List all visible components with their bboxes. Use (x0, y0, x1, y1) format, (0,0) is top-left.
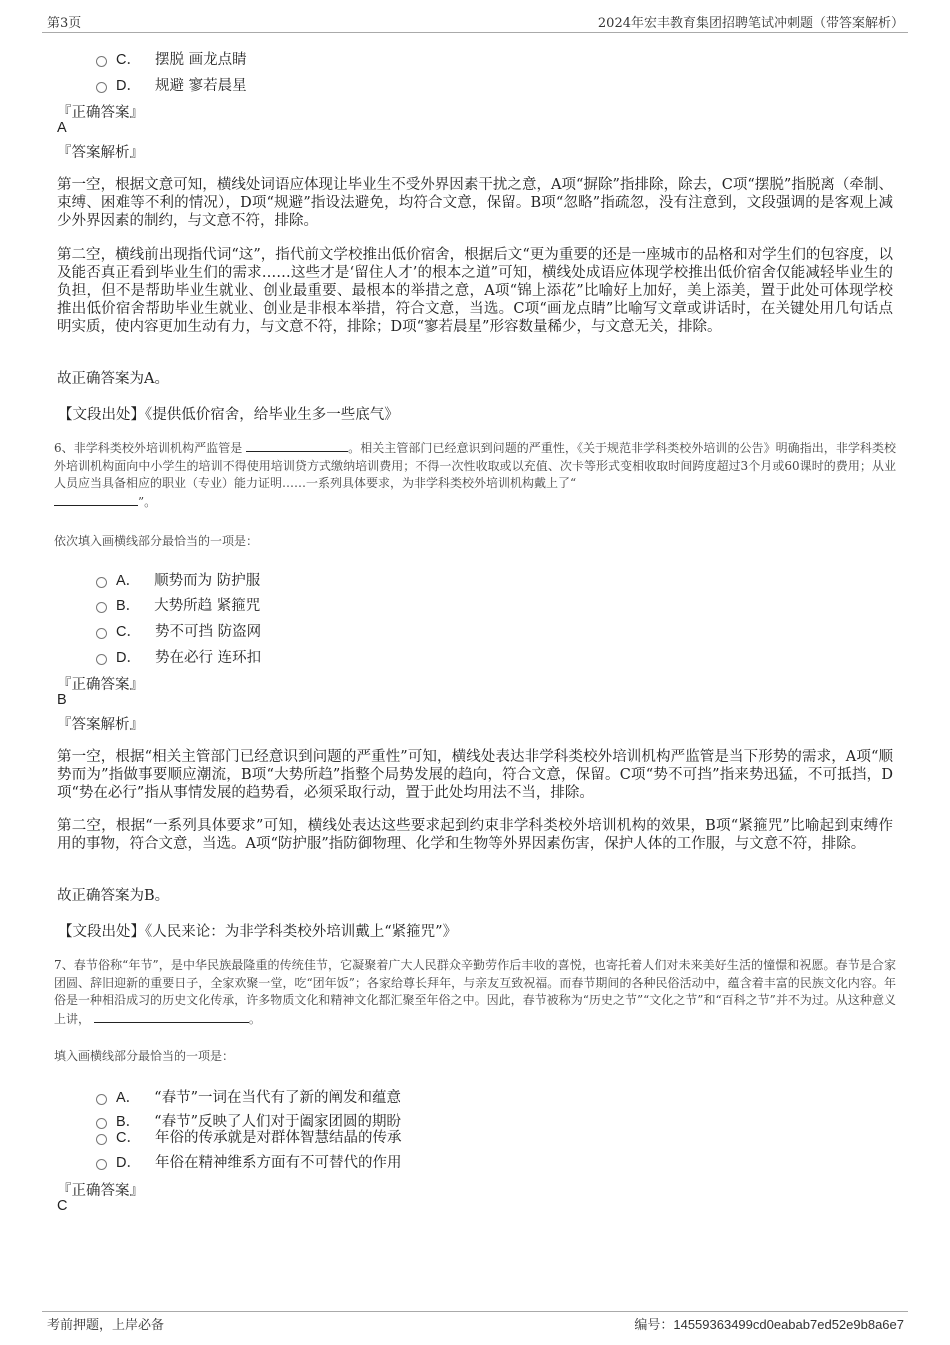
footer-code-value: 14559363499cd0eabab7ed52e9b8a6e7 (673, 1317, 904, 1332)
option-letter: A． (116, 1090, 141, 1106)
q5-conclusion: 故正确答案为A。 (57, 371, 169, 387)
option-text: 顺势而为 防护服 (154, 573, 261, 589)
q6-option-a[interactable] (96, 569, 260, 590)
radio-icon[interactable] (96, 82, 107, 93)
footer-slogan: 考前押题，上岸必备 (47, 1318, 165, 1333)
radio-icon[interactable] (96, 577, 107, 588)
q7-option-d[interactable] (96, 1151, 401, 1172)
option-letter: C． (116, 1130, 141, 1146)
option-text: 年俗在精神维系方面有不可替代的作用 (154, 1155, 402, 1171)
radio-icon[interactable] (96, 1159, 107, 1170)
option-text: 年俗的传承就是对群体智慧结晶的传承 (154, 1130, 402, 1146)
q6-stem-part-2: 。相关主管部门已经意识到问题的严重性，《关于规范非学科类校外培训的公告》明确指出，非学科类校外培训机构面向中小学生的培训不得使用培训贷方式缴纳培训费用；不得一次性收取或以充值、次卡等形式变相收取时间跨度超过3个月或60课时的费用；从业人员应当具备相应的职业（专业）能力证明……一系列具体要求，为非学科类校外培训机构戴上了“ (54, 441, 896, 490)
q7-option-c[interactable] (96, 1126, 401, 1147)
option-letter: B． (116, 1114, 141, 1130)
q5-source: 【文段出处】《提供低价宿舍，给毕业生多一些底气》 (58, 407, 399, 423)
option-letter: B． (116, 598, 141, 614)
q6-prompt: 依次填入画横线部分最恰当的一项是： (54, 534, 259, 548)
q7-option-a[interactable] (96, 1086, 401, 1107)
q5-option-c[interactable] (96, 48, 247, 69)
q6-blank-1[interactable] (246, 439, 348, 452)
q5-option-d[interactable] (96, 74, 247, 95)
option-text: 势在必行 连环扣 (154, 650, 262, 666)
q5-analysis-label: 『答案解析』 (57, 145, 144, 161)
header-divider (42, 32, 908, 33)
footer-divider (42, 1311, 908, 1312)
q6-answer-label: 『正确答案』 (57, 677, 144, 693)
q7-prompt: 填入画横线部分最恰当的一项是： (54, 1049, 235, 1063)
radio-icon[interactable] (96, 56, 107, 67)
option-letter: D． (116, 1155, 141, 1171)
q7-stem (54, 957, 896, 1028)
q5-analysis-para-1: 第一空，根据文意可知，横线处词语应体现让毕业生不受外界因素干扰之意，A项“摒除”指排除，除去，C项“摆脱”指脱离（牵制、束缚、困难等不利的情况），D项“规避”指设法避免，均符合文意，保留。B项“忽略”指疏忽，没有注意到，文段强调的是客观上减少外界因素的制约，与文意不符，排除。 (57, 177, 893, 229)
option-letter: D． (116, 78, 141, 94)
q5-analysis-para-2: 第二空，横线前出现指代词“这”，指代前文学校推出低价宿舍，根据后文“更为重要的还是一座城市的品格和对学生们的包容度，以及能否真正看到毕业生们的需求……这些才是‘留住人才’的根本之道”可知，横线处成语应体现学校推出低价宿舍仅能减轻毕业生的负担，但不是帮助毕业生就业、创业最重要、最根本的举措之意，A项“锦上添花”比喻好上加好，美上添美，置于此处可体现学校推出低价宿舍帮助毕业生就业、创业是非根本举措，符合文意，当选。C项“画龙点睛”比喻写文章或讲话时，在关键处用几句话点明实质，使内容更加生动有力，与文意不符，排除；D项“寥若晨星”形容数量稀少，与文意无关，排除。 (57, 247, 893, 335)
q5-answer-label: 『正确答案』 (57, 105, 144, 121)
radio-icon[interactable] (96, 1094, 107, 1105)
q6-analysis-para-2: 第二空，根据“一系列具体要求”可知，横线处表达这些要求起到约束非学科类校外培训机构的效果，B项“紧箍咒”比喻起到束缚作用的事物，符合文意，当选。A项“防护服”指防御物理、化学和生物等外界因素伤害，保护人体的工作服，与文意不符，排除。 (57, 818, 893, 852)
q6-analysis-label: 『答案解析』 (57, 717, 144, 733)
option-letter: A． (116, 573, 141, 589)
option-letter: D． (116, 650, 141, 666)
page-number: 第3页 (47, 16, 82, 31)
footer-code (634, 1314, 904, 1333)
option-text: 大势所趋 紧箍咒 (154, 598, 261, 614)
radio-icon[interactable] (96, 1134, 107, 1145)
radio-icon[interactable] (96, 628, 107, 639)
option-letter: C． (116, 624, 141, 640)
q7-stem-part-2: 。 (248, 1011, 261, 1026)
option-text: 势不可挡 防盗网 (154, 624, 262, 640)
q7-answer-label: 『正确答案』 (57, 1183, 144, 1199)
q6-option-c[interactable] (96, 620, 261, 641)
q6-stem-part-3: ”。 (138, 494, 157, 509)
q6-blank-2[interactable] (54, 493, 138, 506)
option-text: 摆脱 画龙点睛 (154, 52, 247, 68)
option-text: 规避 寥若晨星 (154, 78, 247, 94)
q6-conclusion: 故正确答案为B。 (57, 888, 170, 904)
option-text: “春节”一词在当代有了新的阐发和蕴意 (154, 1090, 401, 1106)
q7-blank[interactable] (94, 1010, 249, 1023)
option-text: “春节”反映了人们对于阖家团圆的期盼 (154, 1114, 401, 1130)
q5-answer: A (57, 120, 67, 136)
option-letter: C． (116, 52, 141, 68)
q6-analysis-para-1: 第一空，根据“相关主管部门已经意识到问题的严重性”可知，横线处表达非学科类校外培训机构严监管是当下形势的需求，A项“顺势而为”指做事要顺应潮流，B项“大势所趋”指整个局势发展的趋向，符合文意，保留。C项“势不可挡”指来势迅猛，不可抵挡，D项“势在必行”指从事情发展的趋势看，必须采取行动，置于此处均用法不当，排除。 (57, 749, 893, 801)
footer-code-label: 编号： (634, 1318, 674, 1333)
q6-stem (54, 439, 896, 511)
document-title: 2024年宏丰教育集团招聘笔试冲刺题（带答案解析） (597, 16, 904, 31)
q6-answer: B (57, 692, 67, 708)
q6-option-d[interactable] (96, 646, 261, 667)
q6-stem-part-1: 6、非学科类校外培训机构严监管是 (54, 441, 243, 455)
q6-option-b[interactable] (96, 594, 260, 615)
radio-icon[interactable] (96, 602, 107, 613)
q7-stem-part-1: 7、春节俗称“年节”，是中华民族最隆重的传统佳节，它凝聚着广大人民群众辛勤劳作后丰收的喜悦，也寄托着人们对未来美好生活的憧憬和祝愿。春节是合家团圆、辞旧迎新的重要日子，全家欢聚一堂，吃“团年饭”；各家给尊长拜年，与亲友互致祝福。而春节期间的各种民俗活动中，蕴含着丰富的民族文化内容。年俗是一种相沿成习的历史文化传承，许多物质文化和精神文化都汇聚至年俗之中。因此，春节被称为“历史之节”“文化之节”和“百科之节”并不为过。从这种意义上讲， (54, 958, 896, 1026)
q6-source: 【文段出处】《人民来论：为非学科类校外培训戴上“紧箍咒”》 (58, 924, 458, 940)
q7-answer: C (57, 1198, 68, 1214)
radio-icon[interactable] (96, 654, 107, 665)
